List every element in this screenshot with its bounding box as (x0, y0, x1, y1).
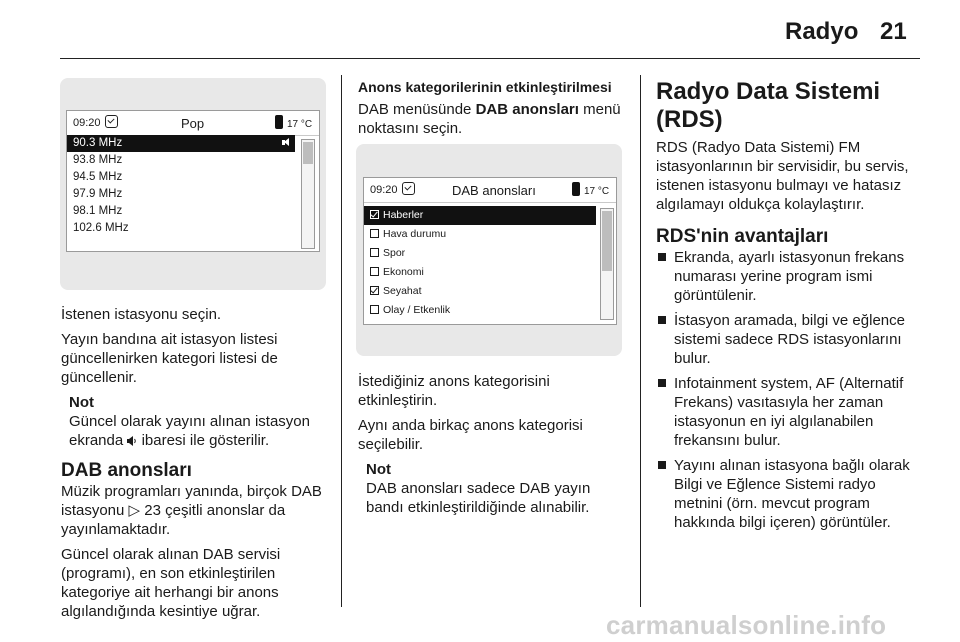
column-2 (358, 78, 630, 138)
station-item[interactable] (67, 169, 295, 186)
paragraph-text: çeşitli anonslar da yayınlamaktadır. (61, 502, 286, 538)
section-heading: Radyo Data Sistemi (RDS) (656, 78, 881, 133)
category-list (364, 206, 596, 320)
station-frequency: 102.6 MHz (73, 222, 129, 234)
display-title: Pop (181, 116, 205, 131)
radio-display (66, 110, 320, 252)
category-item[interactable] (364, 263, 596, 282)
paragraph: RDS (Radyo Data Sistemi) FM istasyonlarının bir servisidir, bu servis, istenen istasyonu bulmayı ve hatasız algılamayı oldukça kolaylaştırır. (656, 139, 909, 213)
paragraph: Yayın bandına ait istasyon listesi güncellenirken kategori listesi de güncellenir. (61, 331, 278, 386)
station-frequency: 97.9 MHz (73, 188, 123, 200)
column-2-text (358, 372, 630, 517)
display-temperature: 17 °C (287, 119, 313, 130)
speaker-icon (127, 432, 137, 442)
note (366, 460, 630, 517)
paragraph-text: Müzik programları yanında, birçok DAB istasyonu (61, 483, 322, 519)
category-item[interactable] (364, 206, 596, 225)
display-time: 09:20 (370, 184, 398, 196)
advantages-list (656, 248, 924, 532)
list-item: Infotainment system, AF (Alternatif Frekans) vasıtasıyla her zaman istasyonun en iyi algılanabilen frekansını bulur. (656, 374, 924, 450)
station-item[interactable] (67, 152, 295, 169)
display-temperature: 17 °C (584, 186, 610, 197)
page-title: Radyo (785, 18, 859, 45)
column-divider (341, 75, 342, 607)
thermometer-icon (572, 182, 580, 196)
note (69, 393, 331, 450)
station-item[interactable] (67, 135, 295, 152)
paragraph-text: menü noktasını seçin. (358, 101, 621, 137)
column-1 (61, 305, 331, 621)
paragraph (61, 482, 331, 539)
column-divider (640, 75, 641, 607)
station-list (67, 135, 295, 237)
category-item[interactable] (364, 244, 596, 263)
column-3 (656, 78, 924, 538)
watermark: carmanualsonline.info (606, 610, 887, 640)
checkbox-icon[interactable] (370, 305, 379, 314)
radio-display (363, 177, 617, 325)
header-divider (60, 58, 920, 59)
menu-item-name: DAB anonsları (475, 101, 579, 118)
category-item[interactable] (364, 301, 596, 320)
note-title: Not (69, 394, 94, 411)
paragraph: Güncel olarak alınan DAB servisi (programı), en son etkinleştirilen kategoriye ait herhangi bir anons algılandığında kesintiye uğrar. (61, 546, 281, 620)
paragraph (358, 100, 630, 138)
category-label: Ekonomi (383, 266, 424, 278)
category-label: Spor (383, 247, 406, 259)
category-label: Olay / Etkenlik (383, 304, 451, 316)
category-label: Haberler (383, 209, 424, 221)
speaker-icon (282, 138, 289, 147)
note-text: DAB anonsları sadece DAB yayın bandı etkinleştirildiğinde alınabilir. (366, 480, 591, 516)
clock-icon (105, 115, 118, 128)
scrollbar-thumb (602, 211, 612, 271)
subsection-heading: RDS'nin avantajları (656, 226, 829, 247)
station-frequency: 98.1 MHz (73, 205, 123, 217)
category-item[interactable] (364, 282, 596, 301)
station-frequency: 94.5 MHz (73, 171, 123, 183)
checkbox-icon[interactable] (370, 267, 379, 276)
section-heading: Anons kategorilerinin etkinleştirilmesi (358, 79, 612, 95)
reference-arrow-icon: ▷ (128, 502, 141, 519)
station-frequency: 93.8 MHz (73, 154, 123, 166)
list-item: Yayını alınan istasyona bağlı olarak Bilgi ve Eğlence Sistemi radyo metnini (örn. mevcut program hakkında bilgi içeren) görüntüler. (656, 456, 924, 532)
display-time: 09:20 (73, 117, 101, 129)
display-status-bar (67, 111, 319, 136)
paragraph: İstenen istasyonu seçin. (61, 306, 222, 323)
note-title: Not (366, 461, 391, 478)
category-label: Seyahat (383, 285, 422, 297)
radio-screenshot-pop (60, 78, 326, 290)
checkbox-icon[interactable] (370, 248, 379, 257)
thermometer-icon (275, 115, 283, 129)
display-title: DAB anonsları (452, 183, 536, 198)
category-item[interactable] (364, 225, 596, 244)
scrollbar (301, 139, 315, 249)
scrollbar (600, 208, 614, 320)
list-item: Ekranda, ayarlı istasyonun frekans numarası yerine program ismi görüntülenir. (656, 248, 924, 305)
checkbox-icon[interactable] (370, 229, 379, 238)
note-text: ibaresi ile gösterilir. (141, 432, 270, 449)
station-frequency: 90.3 MHz (73, 137, 123, 149)
paragraph-text: DAB menüsünde (358, 101, 472, 118)
clock-icon (402, 182, 415, 195)
checked-box-icon[interactable] (370, 286, 379, 295)
list-item: İstasyon aramada, bilgi ve eğlence sistemi sadece RDS istasyonlarını bulur. (656, 311, 924, 368)
radio-screenshot-dab (356, 144, 622, 356)
station-item[interactable] (67, 203, 295, 220)
note-text: Güncel olarak yayını alınan istasyon ekranda (69, 413, 310, 449)
page-reference[interactable]: 23 (144, 502, 161, 519)
scrollbar-thumb (303, 142, 313, 164)
display-status-bar (364, 178, 616, 203)
paragraph: İstediğiniz anons kategorisini etkinleştirin. (358, 373, 550, 409)
section-heading: DAB anonsları (61, 460, 192, 481)
category-label: Hava durumu (383, 228, 447, 240)
checked-box-icon[interactable] (370, 210, 379, 219)
station-item[interactable] (67, 220, 295, 237)
station-item[interactable] (67, 186, 295, 203)
page-number: 21 (880, 18, 907, 45)
paragraph: Aynı anda birkaç anons kategorisi seçilebilir. (358, 417, 583, 453)
